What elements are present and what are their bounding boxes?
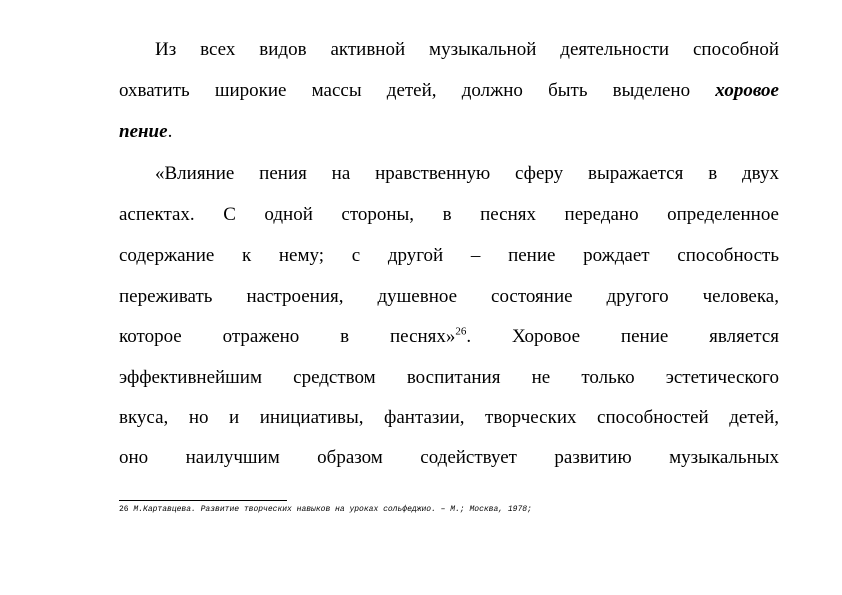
- text-span: эффективнейшим средством воспитания не только эстетического: [119, 367, 779, 388]
- paragraph-2-line-3: [119, 244, 779, 268]
- text-span: .: [167, 121, 173, 142]
- paragraph-1-line-3: [119, 120, 779, 144]
- text-span: переживать настроения, душевное состояние другого человека,: [119, 286, 779, 307]
- paragraph-2-line-6: [119, 366, 779, 390]
- text-span: которое отражено в песнях»: [119, 326, 456, 347]
- emphasis-text: пение: [119, 121, 168, 142]
- paragraph-2-line-1: [155, 162, 779, 186]
- paragraph-1-line-2: [119, 79, 779, 103]
- footnote-reference[interactable]: 26: [455, 325, 467, 338]
- paragraph-1-line-1: [155, 38, 779, 62]
- text-span: содержание к нему; с другой – пение рождает способность: [119, 245, 779, 266]
- footnote-text: М.Картавцева. Развитие творческих навыков на уроках сольфеджио. – М.; Москва, 1978;: [133, 505, 532, 514]
- paragraph-2-line-4: [119, 285, 779, 309]
- paragraph-2-line-8: [119, 446, 779, 470]
- text-span: вкуса, но и инициативы, фантазии, творческих способностей детей,: [119, 407, 779, 428]
- text-span: оно наилучшим образом содействует развитию музыкальных: [119, 447, 779, 468]
- paragraph-2-line-5: [119, 325, 779, 349]
- footnote-separator: [119, 500, 287, 501]
- text-span: Из всех видов активной музыкальной деятельности способной: [155, 39, 779, 60]
- footnote-number: 26: [119, 505, 129, 514]
- text-span: . Хоровое пение является: [466, 326, 779, 347]
- text-span: аспектах. С одной стороны, в песнях передано определенное: [119, 204, 779, 225]
- paragraph-2-line-2: [119, 203, 779, 227]
- footnote: [119, 504, 679, 516]
- emphasis-text: хоровое: [715, 80, 779, 101]
- paragraph-2-line-7: [119, 406, 779, 430]
- text-span: охватить широкие массы детей, должно быть выделено: [119, 80, 691, 101]
- text-span: «Влияние пения на нравственную сферу выражается в двух: [155, 163, 779, 184]
